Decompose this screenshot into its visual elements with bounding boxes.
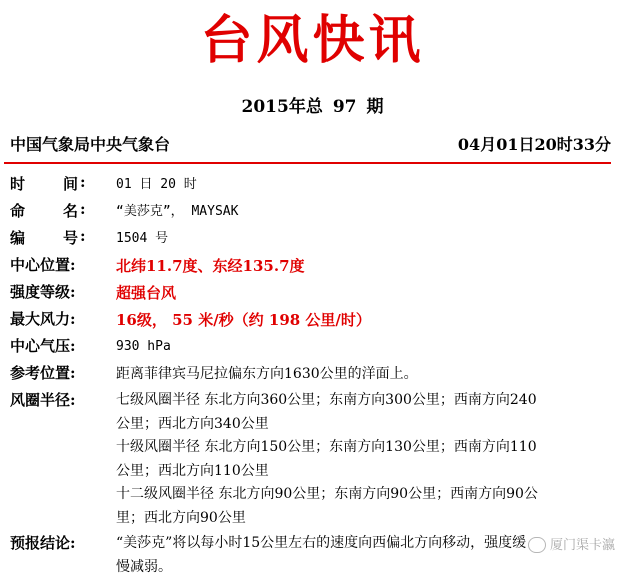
issue-num: 97	[332, 97, 357, 117]
field-max-wind	[10, 308, 611, 332]
field-value: 北纬11.7度、东经135.7度	[116, 257, 305, 275]
field-label: 中心气压:	[10, 337, 76, 355]
field-label: 参考位置:	[10, 364, 76, 382]
agency-name: 中国气象局中央气象台	[10, 134, 171, 154]
field-center	[10, 254, 611, 278]
forecast-line: “美莎克”将以每小时15公里左右的速度向西偏北方向移动，强度缓	[116, 535, 527, 551]
field-name	[10, 200, 611, 224]
forecast-line: 慢减弱。	[116, 558, 172, 575]
wind-radius-line: 十二级风圈半径 东北方向90公里；东南方向90公里；西南方向90公	[116, 486, 538, 502]
issue-datetime: 04月01日20时33分	[457, 134, 611, 154]
wind-radius-line: 里；西北方向90公里	[116, 509, 246, 526]
field-value: “美莎克”， MAYSAK	[116, 204, 239, 219]
field-label: 最大风力:	[10, 310, 76, 328]
field-value: 1504 号	[116, 231, 169, 246]
wind-radius-line: 公里；西北方向340公里	[116, 415, 269, 432]
field-value: 930 hPa	[116, 339, 171, 354]
field-value: 01 日 20 时	[116, 177, 197, 192]
field-label: 预报结论:	[10, 534, 76, 552]
wechat-icon	[528, 537, 546, 553]
field-wind-radius	[10, 389, 611, 530]
field-label: 时 间 :	[10, 173, 86, 193]
issue-number	[0, 92, 625, 117]
field-reference	[10, 362, 611, 386]
field-value: 距离菲律宾马尼拉偏东方向1630公里的洋面上。	[116, 366, 418, 382]
field-value: 超强台风	[116, 284, 177, 302]
field-intensity	[10, 281, 611, 305]
field-value: 16级， 55 米/秒（约 198 公里/时）	[116, 311, 371, 329]
wind-radius-line: 公里；西北方向110公里	[116, 462, 269, 479]
field-label: 强度等级:	[10, 283, 76, 301]
wind-radius-text	[116, 389, 606, 530]
red-divider	[4, 162, 611, 164]
wind-radius-line: 七级风圈半径 东北方向360公里；东南方向300公里；西南方向240	[116, 392, 537, 408]
field-forecast	[10, 532, 611, 579]
watermark: 厦门渠卡瀛	[528, 534, 615, 554]
page-title: 台风快讯	[200, 10, 425, 71]
issue-prefix: 2015年总	[241, 97, 323, 117]
field-label: 命 名 :	[10, 200, 86, 220]
field-time	[10, 173, 611, 197]
field-label: 中心位置:	[10, 256, 76, 274]
field-label: 风圈半径:	[10, 391, 76, 409]
issue-suffix: 期	[366, 97, 384, 117]
wind-radius-line: 十级风圈半径 东北方向150公里；东南方向130公里；西南方向110	[116, 439, 537, 455]
field-pressure	[10, 335, 611, 359]
field-label: 编 号 :	[10, 227, 86, 247]
field-number	[10, 227, 611, 251]
bulletin-header	[10, 131, 611, 155]
